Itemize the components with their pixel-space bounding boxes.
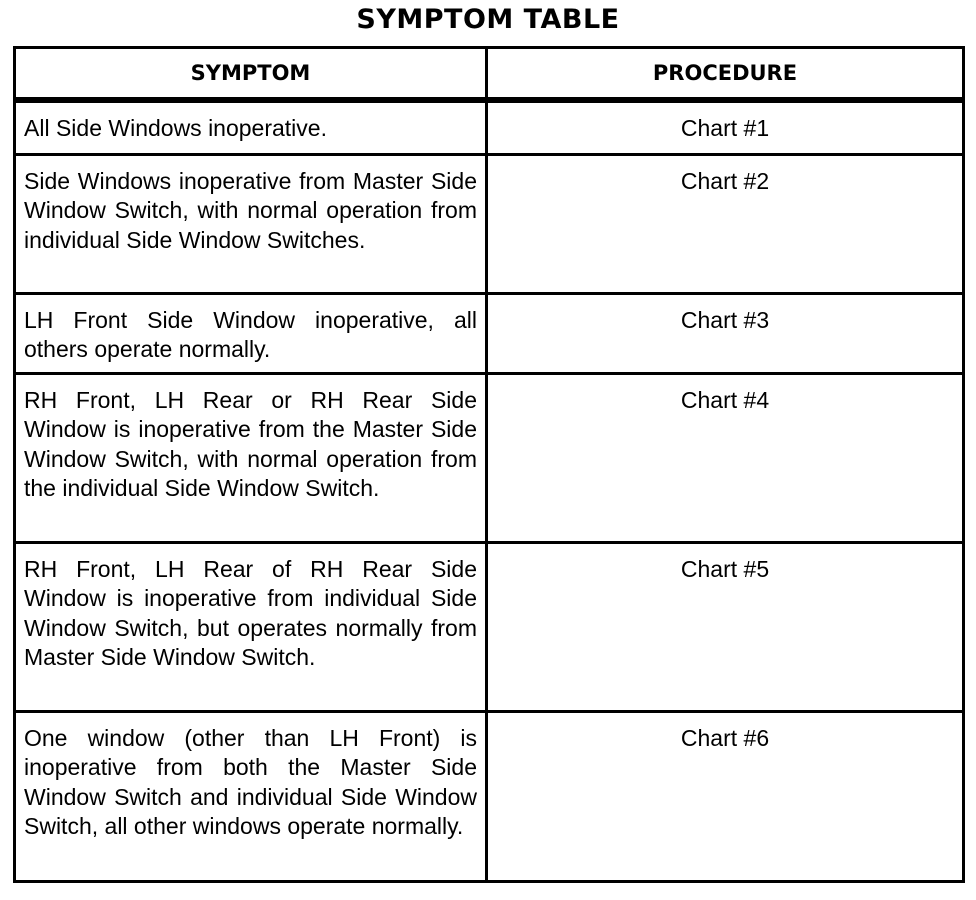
symptom-cell: Side Windows inoperative from Master Side Window Switch, with normal operation from individual Side Window Switches. — [15, 154, 487, 293]
symptom-cell: RH Front, LH Rear or RH Rear Side Window is inoperative from the Master Side Window Switch, with normal operation from the individual Side Window Switch. — [15, 373, 487, 542]
table-row — [15, 373, 964, 542]
procedure-cell: Chart #2 — [487, 154, 964, 293]
column-header-procedure: PROCEDURE — [487, 48, 964, 101]
procedure-cell: Chart #6 — [487, 711, 964, 881]
table-row — [15, 100, 964, 154]
page-title: SYMPTOM TABLE — [356, 4, 620, 35]
table-row — [15, 293, 964, 373]
procedure-cell: Chart #4 — [487, 373, 964, 542]
symptom-cell: RH Front, LH Rear of RH Rear Side Window is inoperative from individual Side Window Switch, but operates normally from Master Side Window Switch. — [15, 542, 487, 711]
procedure-cell: Chart #3 — [487, 293, 964, 373]
symptom-cell: All Side Windows inoperative. — [15, 100, 487, 154]
table-header-row — [15, 48, 964, 101]
table-row — [15, 711, 964, 881]
table-row — [15, 542, 964, 711]
procedure-cell: Chart #5 — [487, 542, 964, 711]
symptom-cell: One window (other than LH Front) is inoperative from both the Master Side Window Switch and individual Side Window Switch, all other windows operate normally. — [15, 711, 487, 881]
table-row — [15, 154, 964, 293]
column-header-symptom: SYMPTOM — [15, 48, 487, 101]
symptom-table — [13, 46, 965, 883]
symptom-cell: LH Front Side Window inoperative, all others operate normally. — [15, 293, 487, 373]
procedure-cell: Chart #1 — [487, 100, 964, 154]
